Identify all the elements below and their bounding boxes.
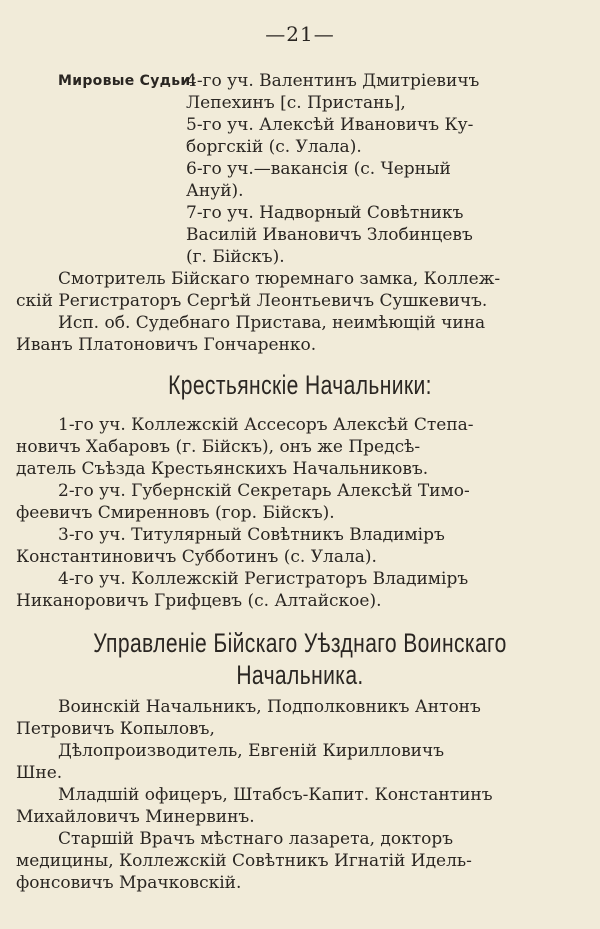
military-line: Петровичъ Копыловъ, (16, 719, 215, 739)
justices-line: (г. Бійскъ). (186, 247, 285, 267)
military-line: Воинскій Начальникъ, Подполковникъ Антонъ (58, 697, 481, 717)
military-line: Шне. (16, 763, 63, 783)
peasant-chief-line: датель Съѣзда Крестьянскихъ Начальниковъ. (16, 459, 429, 479)
military-line: фонсовичъ Мрачковскій. (16, 873, 242, 893)
peasant-chief-line: 4-го уч. Коллежскій Регистраторъ Владиміръ (58, 569, 469, 589)
military-line: Младшій офицеръ, Штабсъ-Капит. Константинъ (58, 785, 493, 805)
justices-line: Лепехинъ [с. Пристань], (186, 93, 406, 113)
peasant-chief-line: новичъ Хабаровъ (г. Бійскъ), онъ же Предсѣ- (16, 437, 421, 457)
peasant-chief-line: 1-го уч. Коллежскій Ассесоръ Алексѣй Степа- (58, 415, 474, 435)
justices-line: 7-го уч. Надворный Совѣтникъ (186, 203, 464, 223)
peasant-chief-line: Константиновичъ Субботинъ (с. Улала). (16, 547, 377, 567)
page-number: —21— (265, 22, 335, 46)
justices-line: боргскій (с. Улала). (186, 137, 362, 157)
justices-line: 6-го уч.—вакансія (с. Черный (186, 159, 451, 179)
justices-line: Ануй). (186, 181, 244, 201)
justices-line: 5-го уч. Алексѣй Ивановичъ Ку- (186, 115, 474, 135)
justices-line: 4-го уч. Валентинъ Дмитріевичъ (186, 71, 480, 91)
military-heading-line1: Управленіе Бійскаго Уѣзднаго Воинскаго (93, 628, 507, 658)
military-line: Старшій Врачъ мѣстнаго лазарета, докторъ (58, 829, 454, 849)
peasant-chief-line: феевичъ Смиренновъ (гор. Бійскъ). (16, 503, 335, 523)
military-heading-line2: Начальника. (236, 660, 364, 690)
justices-line: Василій Ивановичъ Злобинцевъ (186, 225, 473, 245)
peasant-chief-line: Никаноровичъ Грифцевъ (с. Алтайское). (16, 591, 382, 611)
peasant-chief-line: 3-го уч. Титулярный Совѣтникъ Владиміръ (58, 525, 445, 545)
peasant-chiefs-heading: Крестьянскіе Начальники: (168, 370, 432, 400)
prison-warden-line: скій Регистраторъ Сергѣй Леонтьевичъ Сушкевичъ. (16, 291, 488, 311)
military-line: медицины, Коллежскій Совѣтникъ Игнатій Идель- (16, 851, 472, 871)
bailiff-line: Иванъ Платоновичъ Гончаренко. (16, 335, 317, 355)
military-line: Дѣлопроизводитель, Евгеній Кирилловичъ (58, 741, 445, 761)
prison-warden-line: Смотритель Бійскаго тюремнаго замка, Коллеж- (58, 269, 501, 289)
bailiff-line: Исп. об. Судебнаго Пристава, неимѣющій чина (58, 313, 486, 333)
peasant-chief-line: 2-го уч. Губернскій Секретарь Алексѣй Тимо- (58, 481, 470, 501)
military-line: Михайловичъ Минервинъ. (16, 807, 255, 827)
justices-label: Мировые Судьи: (58, 73, 197, 89)
